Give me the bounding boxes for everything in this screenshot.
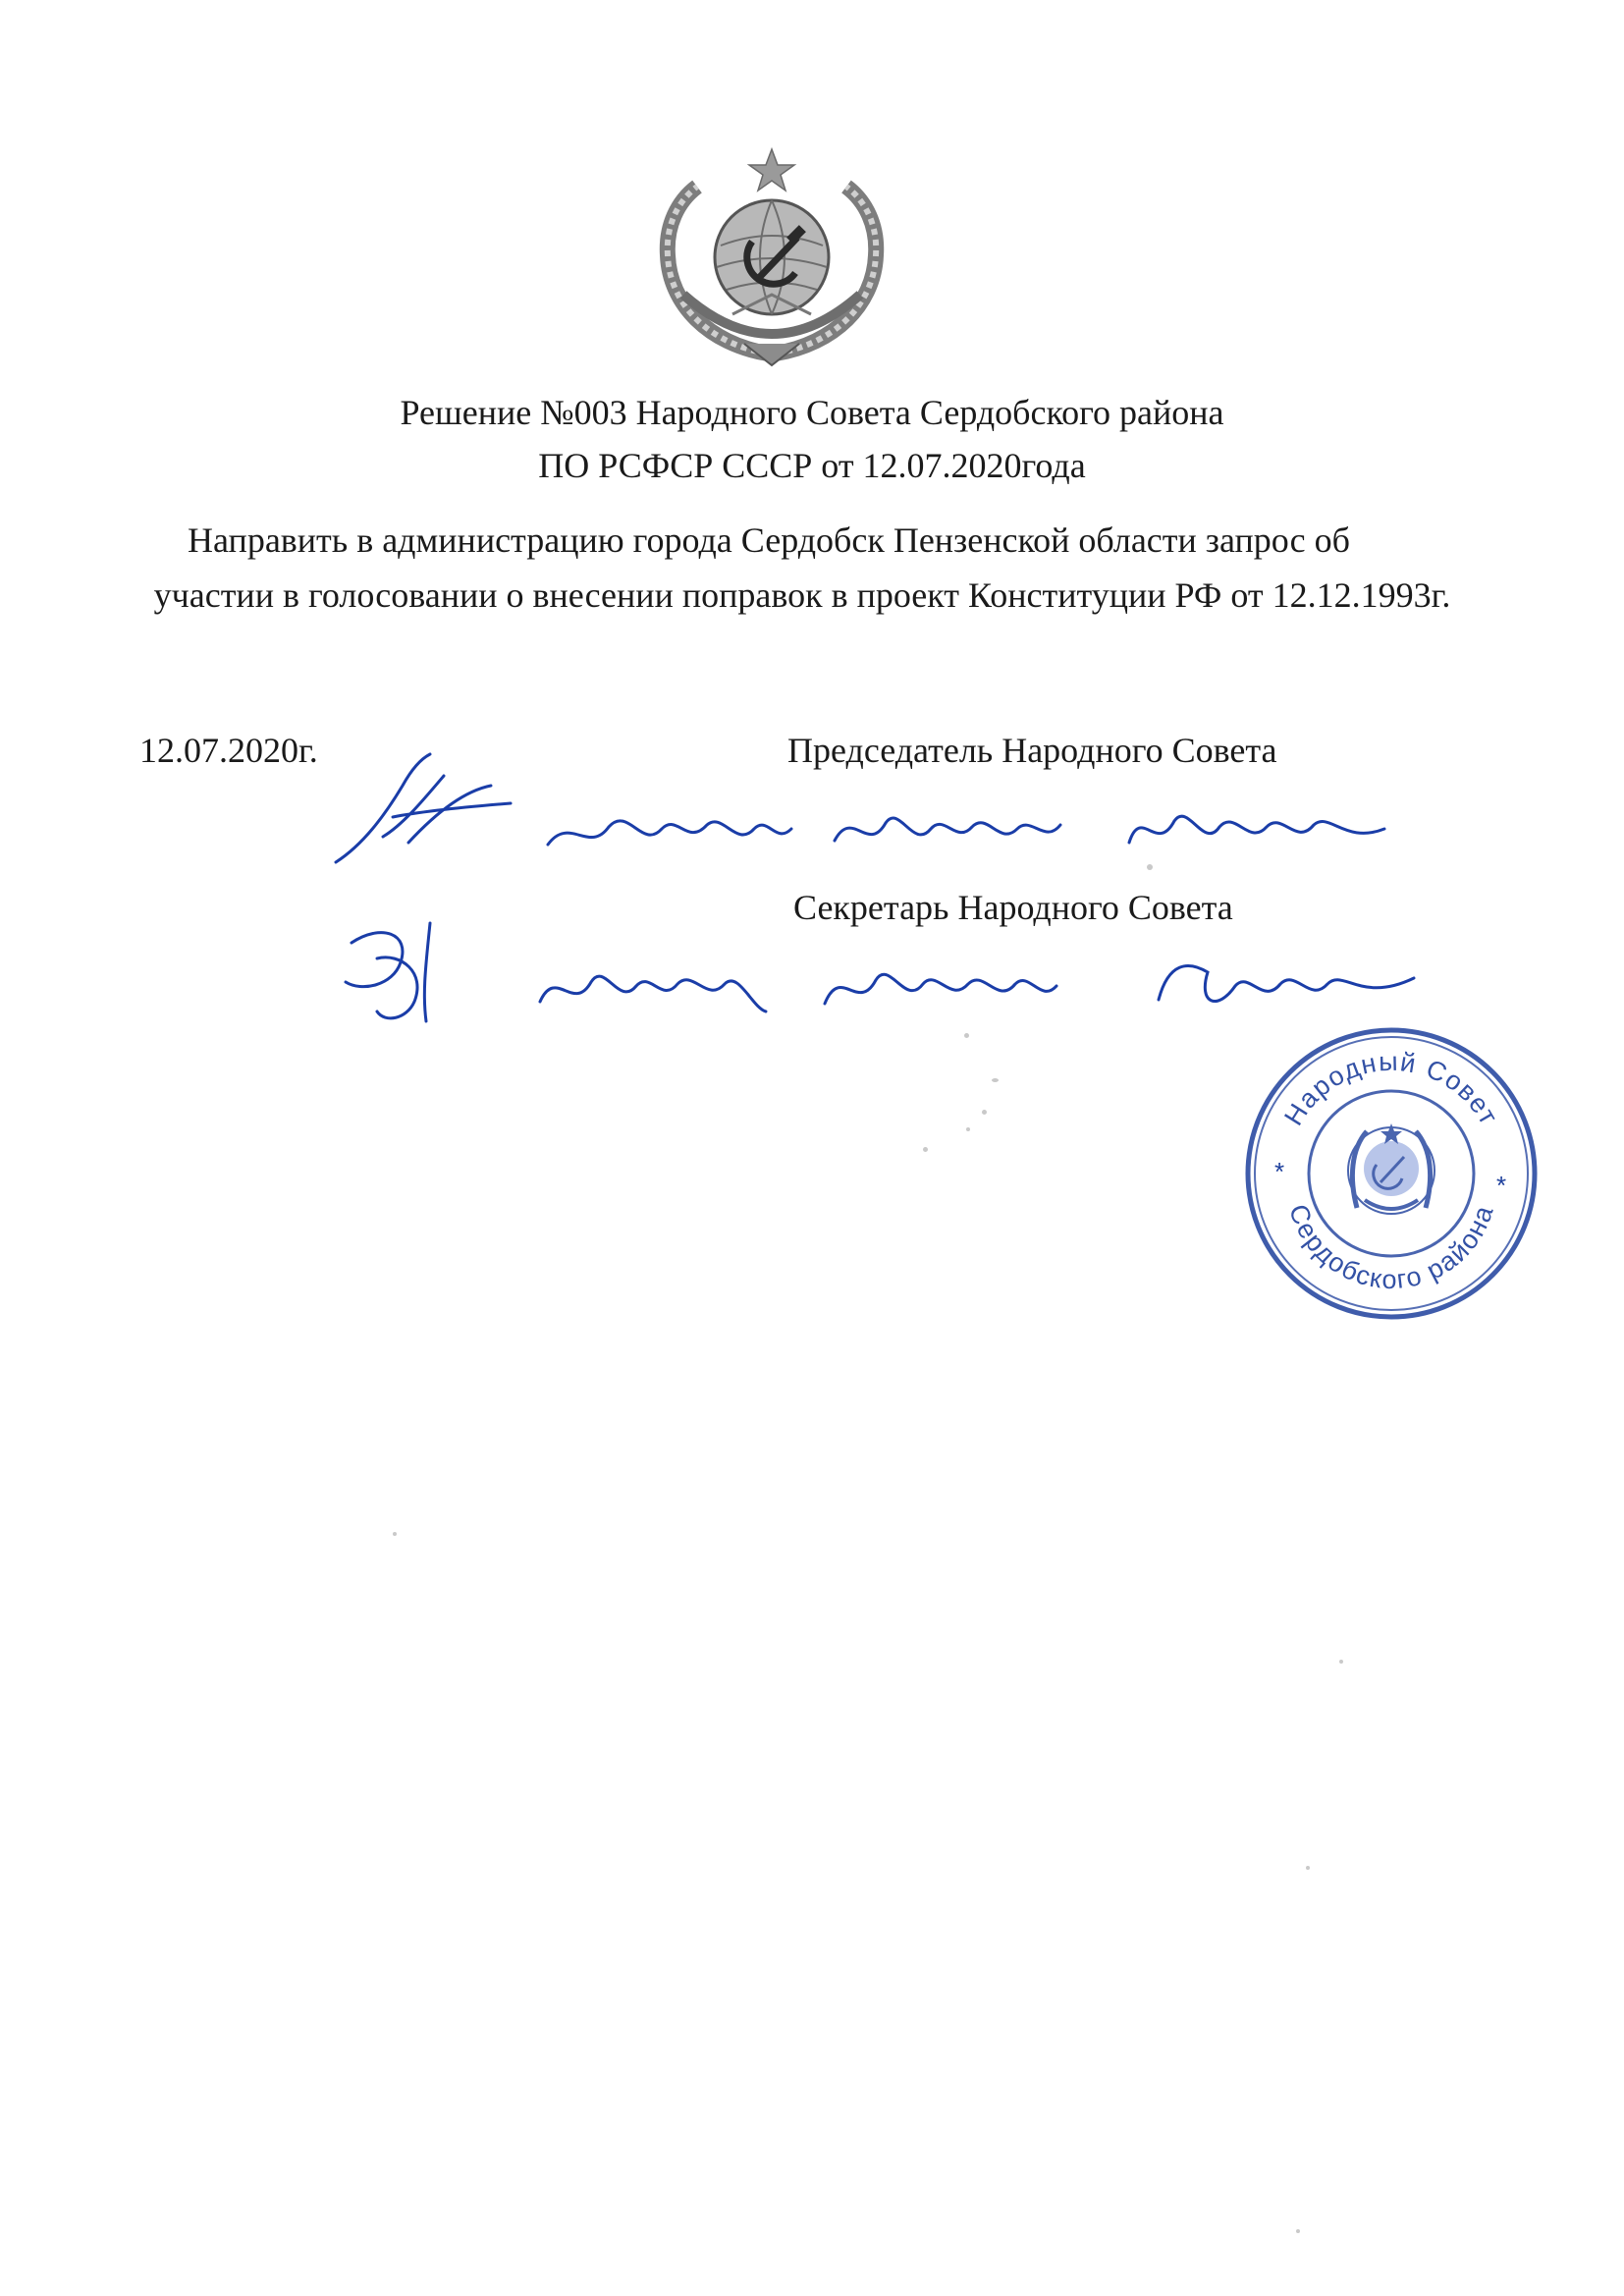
scan-artifact <box>966 1127 970 1131</box>
chairman-name-signature <box>540 786 1404 874</box>
document-date: 12.07.2020г. <box>139 731 318 770</box>
scan-artifact <box>1296 2229 1300 2233</box>
secretary-initials-signature <box>332 913 469 1031</box>
scan-artifact <box>964 1033 969 1038</box>
scan-artifact <box>982 1110 987 1115</box>
seal-bottom-text: Сердобского района <box>1282 1200 1499 1295</box>
document-title: Решение №003 Народного Совета Сердобского района <box>400 393 1224 432</box>
official-seal-stamp <box>1239 1021 1543 1326</box>
ussr-coat-of-arms-icon <box>650 147 893 368</box>
svg-text:*: * <box>1274 1157 1285 1186</box>
document-subtitle: ПО РСФСР СССР от 12.07.2020года <box>538 446 1086 485</box>
svg-text:Народный Совет <box>1278 1047 1504 1130</box>
chairman-title: Председатель Народного Совета <box>787 731 1277 770</box>
chairman-initials-signature <box>324 746 520 884</box>
scan-artifact <box>992 1078 999 1082</box>
svg-text:*: * <box>1496 1171 1507 1200</box>
seal-top-text: Народный Совет <box>1278 1046 1504 1131</box>
scan-artifact <box>1147 864 1153 870</box>
scan-artifact <box>1306 1866 1310 1870</box>
seal-emblem-icon <box>1348 1123 1435 1214</box>
scan-artifact <box>1339 1660 1343 1664</box>
scan-artifact <box>923 1147 928 1152</box>
resolution-text-line-1: Направить в администрацию города Сердобск Пензенской области запрос об <box>188 520 1350 560</box>
resolution-text-line-2: участии в голосовании о внесении поправок в проект Конституции РФ от 12.12.1993г. <box>153 575 1451 615</box>
scan-artifact <box>393 1532 397 1536</box>
secretary-title: Секретарь Народного Совета <box>793 888 1233 927</box>
